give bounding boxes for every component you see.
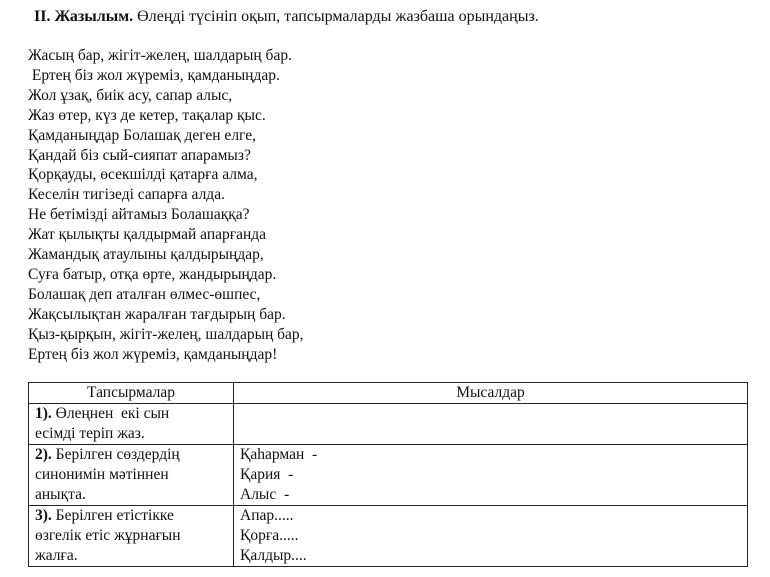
- header-tasks: Тапсырмалар: [29, 383, 234, 404]
- poem-line: Болашақ деп аталған өлмес-өшпес,: [28, 285, 261, 303]
- section-instruction: Өлеңді түсініп оқып, тапсырмаларды жазбаша орындаңыз.: [137, 8, 539, 25]
- task-text-line: өзгелік етіс жұрнағын: [35, 526, 181, 544]
- task-text-line: синонимін мәтіннен: [35, 465, 169, 483]
- example-line: Қорға.....: [240, 526, 299, 544]
- poem-line: Жаз өтер, күз де кетер, тақалар қыс.: [28, 106, 266, 124]
- poem-text: [28, 46, 304, 365]
- task-text-line: анықта.: [35, 485, 86, 503]
- poem-line: Кеселін тигізеді сапарға алда.: [28, 186, 225, 204]
- poem-line: Жақсылықтан жаралған тағдырың бар.: [28, 305, 286, 323]
- table-row: [29, 445, 748, 506]
- poem-line: Не бетімізді айтамыз Болашаққа?: [28, 206, 250, 224]
- poem-line: Қандай біз сый-сияпат апарамыз?: [28, 146, 251, 164]
- task-text-line: Өлеңнен екі сын: [55, 405, 170, 422]
- example-line: Алыс -: [240, 485, 290, 503]
- task-number: 1).: [35, 405, 52, 422]
- exercise-heading: [34, 8, 539, 26]
- poem-line: Жасың бар, жігіт-желең, шалдарың бар.: [28, 47, 292, 64]
- poem-line: Жамандық атаулыны қалдырыңдар,: [28, 246, 264, 264]
- poem-line: Суға батыр, отқа өрте, жандырыңдар.: [28, 265, 277, 283]
- example-cell: [234, 445, 748, 506]
- poem-line: Жат қылықты қалдырмай апарғанда: [28, 226, 267, 244]
- poem-line: Ертең біз жол жүреміз, қамданыңдар!: [28, 345, 278, 363]
- task-cell: [29, 445, 234, 506]
- task-text-line: есімді теріп жаз.: [35, 424, 145, 442]
- table-header-row: [29, 383, 748, 404]
- example-line: Қария -: [240, 465, 294, 483]
- poem-line: Қамданыңдар Болашақ деген елге,: [28, 126, 256, 144]
- example-line: Қаһарман -: [240, 446, 318, 463]
- task-cell: [29, 506, 234, 567]
- poem-line: Ертең біз жол жүреміз, қамданыңдар.: [28, 66, 280, 84]
- example-cell: [234, 506, 748, 567]
- poem-line: Қыз-қырқын, жігіт-желең, шалдарың бар,: [28, 325, 304, 343]
- section-label: ІІ. Жазылым.: [34, 8, 134, 25]
- poem-line: Қорқауды, өсекшілді қатарға алма,: [28, 166, 258, 184]
- task-number: 2).: [35, 446, 52, 463]
- tasks-table: [28, 382, 748, 567]
- example-line: Апар.....: [240, 507, 294, 524]
- table-row: [29, 506, 748, 567]
- task-cell: [29, 404, 234, 445]
- header-examples: Мысалдар: [234, 383, 748, 404]
- task-text-line: жалға.: [35, 546, 78, 564]
- table-row: [29, 404, 748, 445]
- task-text-line: Берілген етістікке: [55, 507, 174, 524]
- example-line: Қалдыр....: [240, 546, 307, 564]
- task-number: 3).: [35, 507, 52, 524]
- task-text-line: Берілген сөздердің: [55, 446, 180, 463]
- example-cell: [234, 404, 748, 445]
- poem-line: Жол ұзақ, биік асу, сапар алыс,: [28, 86, 233, 104]
